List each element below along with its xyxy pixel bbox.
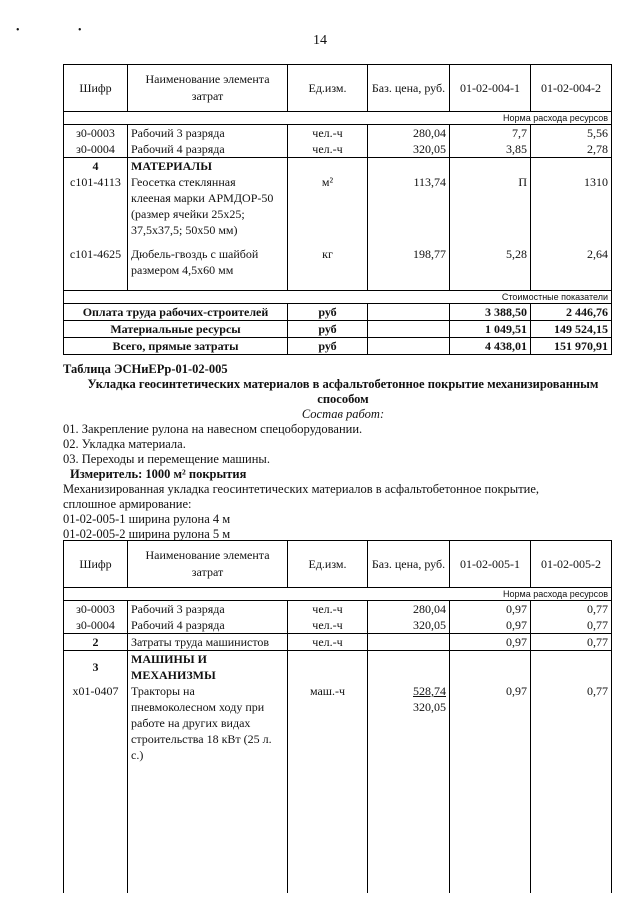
- cell-value: 2,64: [531, 246, 612, 278]
- cell-value: 0,77: [531, 601, 612, 618]
- table-row: [64, 141, 612, 158]
- header-cell: 01-02-004-1: [450, 65, 531, 112]
- header-cell: Шифр: [64, 65, 128, 112]
- total-value: 149 524,15: [531, 321, 612, 338]
- cell-price: 280,04: [368, 125, 450, 142]
- cell-price: 320,05: [368, 617, 450, 634]
- header-cell: Наименование элемента затрат: [128, 541, 288, 588]
- header-cell: 01-02-005-1: [450, 541, 531, 588]
- total-value: 1 049,51: [450, 321, 531, 338]
- cell-name: Рабочий 4 разряда: [128, 617, 288, 634]
- table-row: [64, 683, 612, 893]
- cell-value: 0,77: [531, 683, 612, 893]
- cell-code: з0-0004: [64, 141, 128, 158]
- cell-value: 1310: [531, 174, 612, 238]
- cell-value: 0,77: [531, 617, 612, 634]
- total-row: [64, 338, 612, 355]
- section-name: МАТЕРИАЛЫ: [128, 158, 288, 175]
- section-heading: Укладка геосинтетических материалов в асфальтобетонное покрытие механизированным способом: [87, 377, 599, 406]
- total-value: 151 970,91: [531, 338, 612, 355]
- cell-unit: чел.-ч: [288, 125, 368, 142]
- total-unit: руб: [288, 304, 368, 321]
- cell-code: з0-0003: [64, 125, 128, 142]
- cell-name: Тракторы на пневмоколесном ходу при работе на других видах строительства 18 кВт (25 л. с.): [128, 683, 288, 893]
- cell-name: Рабочий 4 разряда: [128, 141, 288, 158]
- list-item: 01-02-005-2 ширина рулона 5 м: [63, 527, 231, 541]
- cell-unit: чел.-ч: [288, 634, 368, 651]
- cell-value: 7,7: [450, 125, 531, 142]
- total-unit: руб: [288, 338, 368, 355]
- cell-price: 320,05: [368, 141, 450, 158]
- cell-name: Рабочий 3 разряда: [128, 125, 288, 142]
- list-item: 01-02-005-1 ширина рулона 4 м: [63, 512, 231, 526]
- table-row: [64, 246, 612, 278]
- resource-table-2: [63, 540, 612, 893]
- cell-code: 2: [64, 634, 128, 651]
- header-cell: Шифр: [64, 541, 128, 588]
- page-number: 14: [313, 33, 327, 48]
- table-row: [64, 158, 612, 175]
- cell-value: 0,97: [450, 634, 531, 651]
- cell-code: с101-4113: [64, 174, 128, 238]
- total-name: Материальные ресурсы: [64, 321, 288, 338]
- header-cell: Баз. цена, руб.: [368, 541, 450, 588]
- cost-label: Стоимостные показатели: [64, 291, 612, 304]
- norm-label: Норма расхода ресурсов: [64, 588, 612, 601]
- cell-name: Затраты труда машинистов: [128, 634, 288, 651]
- total-row: [64, 321, 612, 338]
- section-code: 4: [64, 158, 128, 175]
- table-row: [64, 174, 612, 238]
- cell-code: з0-0003: [64, 601, 128, 618]
- table-row: [64, 617, 612, 634]
- scan-marks: • •: [16, 25, 110, 36]
- cell-value: 0,77: [531, 634, 612, 651]
- table-header: [64, 65, 612, 112]
- cell-code: х01-0407: [64, 683, 128, 893]
- cell-unit: чел.-ч: [288, 601, 368, 618]
- header-cell: Наименование элемента затрат: [128, 65, 288, 112]
- cell-value: 5,28: [450, 246, 531, 278]
- header-cell: Ед.изм.: [288, 65, 368, 112]
- resource-table-1: [63, 64, 612, 355]
- total-name: Оплата труда рабочих-строителей: [64, 304, 288, 321]
- cell-value: 2,78: [531, 141, 612, 158]
- cell-value: 0,97: [450, 683, 531, 893]
- list-item: 03. Переходы и перемещение машины.: [63, 452, 270, 466]
- cell-code: з0-0004: [64, 617, 128, 634]
- cell-unit: маш.-ч: [288, 683, 368, 893]
- cell-price: [368, 634, 450, 651]
- cell-unit: м²: [288, 174, 368, 238]
- section-code: 3: [64, 651, 128, 684]
- cell-unit: чел.-ч: [288, 617, 368, 634]
- cell-value: 3,85: [450, 141, 531, 158]
- cell-code: с101-4625: [64, 246, 128, 278]
- header-cell: Баз. цена, руб.: [368, 65, 450, 112]
- total-unit: руб: [288, 321, 368, 338]
- list-item: 01. Закрепление рулона на навесном спецоборудовании.: [63, 422, 363, 436]
- total-value: 3 388,50: [450, 304, 531, 321]
- cell-price: 280,04: [368, 601, 450, 618]
- description: Механизированная укладка геосинтетических материалов в асфальтобетонное покрытие, сплошное армирование: 01-02-005-1 ширина рулона 4 м 01-02-005-2 ширина рулона 5 м: [63, 482, 623, 542]
- table-header: [64, 541, 612, 588]
- cell-name: Дюбель-гвоздь с шайбой размером 4,5х60 мм: [128, 246, 288, 278]
- cell-value: 0,97: [450, 601, 531, 618]
- list-item: 02. Укладка материала.: [63, 437, 186, 451]
- section-name: МАШИНЫ И МЕХАНИЗМЫ: [128, 651, 288, 684]
- header-cell: 01-02-004-2: [531, 65, 612, 112]
- cell-name: Геосетка стеклянная клееная марки АРМДОР-50 (размер ячейки 25х25; 37,5х37,5; 50х50 мм): [128, 174, 288, 238]
- total-value: 4 438,01: [450, 338, 531, 355]
- cell-unit: чел.-ч: [288, 141, 368, 158]
- cell-price: 528,74 320,05: [368, 683, 450, 893]
- table-row: [64, 651, 612, 684]
- table-title: Таблица ЭСНиЕРр-01-02-005: [63, 362, 228, 376]
- cell-value: 0,97: [450, 617, 531, 634]
- meter-label: Измеритель: 1000 м² покрытия: [70, 467, 247, 481]
- cell-unit: кг: [288, 246, 368, 278]
- cell-value: П: [450, 174, 531, 238]
- works-list: [63, 422, 623, 467]
- total-value: 2 446,76: [531, 304, 612, 321]
- total-row: [64, 304, 612, 321]
- norm-label: Норма расхода ресурсов: [64, 112, 612, 125]
- cell-price: 113,74: [368, 174, 450, 238]
- cell-price: 198,77: [368, 246, 450, 278]
- header-cell: Ед.изм.: [288, 541, 368, 588]
- total-name: Всего, прямые затраты: [64, 338, 288, 355]
- table-row: [64, 634, 612, 651]
- composition-title: Состав работ:: [301, 407, 385, 421]
- cell-name: Рабочий 3 разряда: [128, 601, 288, 618]
- table-row: [64, 125, 612, 142]
- table-row: [64, 601, 612, 618]
- cell-value: 5,56: [531, 125, 612, 142]
- header-cell: 01-02-005-2: [531, 541, 612, 588]
